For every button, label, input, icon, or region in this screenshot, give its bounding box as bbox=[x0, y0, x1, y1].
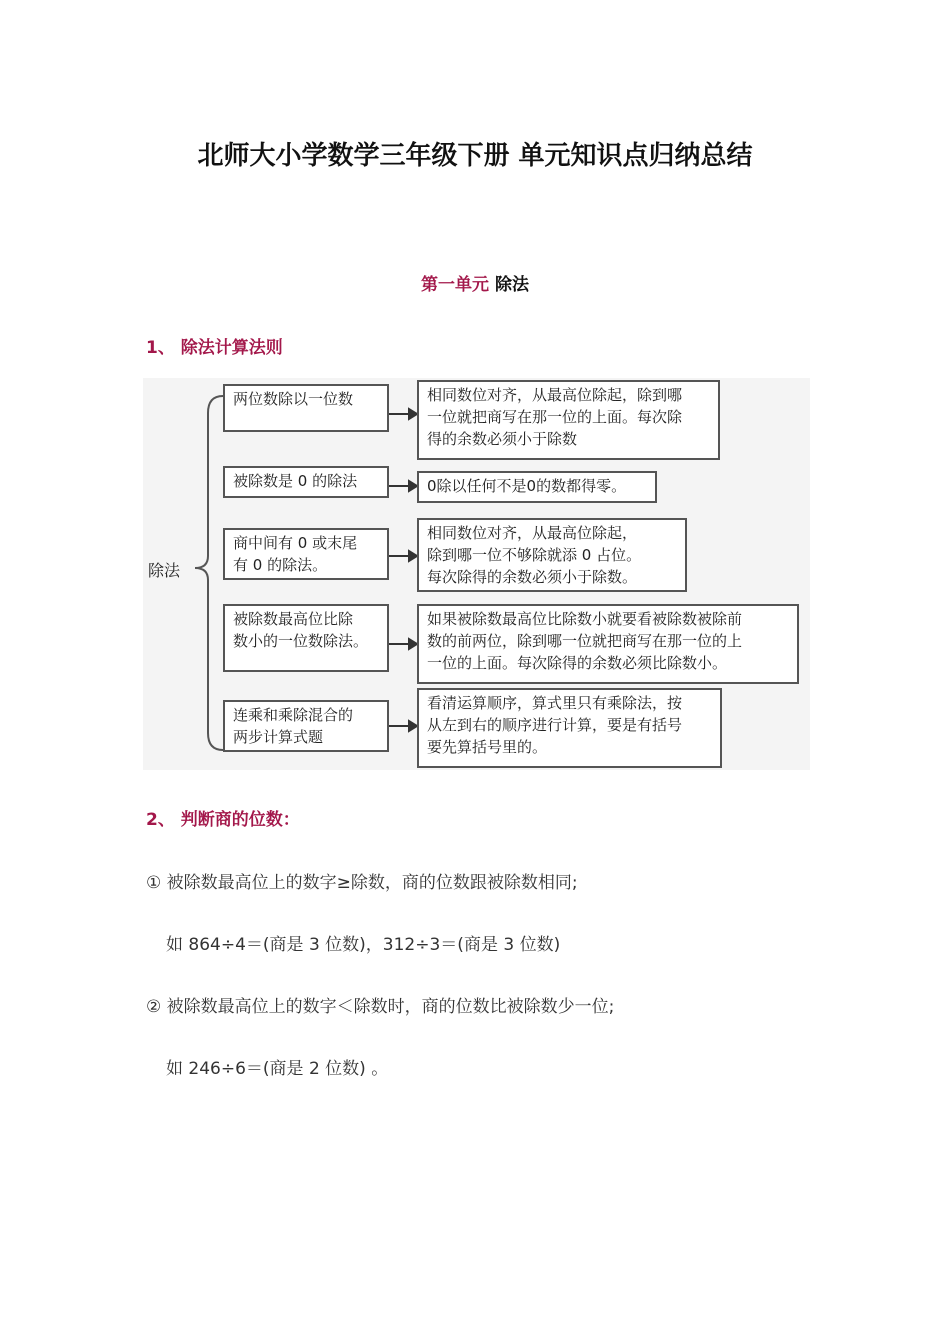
diagram-left-box-1: 两位数除以一位数 bbox=[223, 384, 389, 432]
diagram-left-box-2: 被除数是 0 的除法 bbox=[223, 466, 389, 498]
diagram-right-box-1: 相同数位对齐，从最高位除起，除到哪 一位就把商写在那一位的上面。每次除 得的余数必须小于除数 bbox=[417, 380, 720, 460]
diagram-root-label: 除法 bbox=[148, 561, 181, 580]
unit-heading bbox=[0, 270, 950, 295]
diagram-left-box-5: 连乘和乘除混合的 两步计算式题 bbox=[223, 700, 389, 752]
diagram-right-box-2: 0除以任何不是0的数都得零。 bbox=[417, 471, 657, 503]
section-2-title: 2、 判断商的位数： bbox=[146, 810, 300, 830]
rule-1: ① 被除数最高位上的数字≥除数，商的位数跟被除数相同; bbox=[146, 873, 578, 893]
brace-connector bbox=[195, 396, 223, 750]
division-rules-diagram bbox=[143, 378, 810, 770]
unit-number: 第一单元 bbox=[421, 275, 490, 295]
rule-1-example: 如 864÷4＝(商是 3 位数)，312÷3＝(商是 3 位数) bbox=[166, 935, 561, 955]
unit-name: 除法 bbox=[494, 275, 529, 295]
diagram-left-box-4: 被除数最高位比除 数小的一位数除法。 bbox=[223, 604, 389, 672]
diagram-right-box-5: 看清运算顺序，算式里只有乘除法，按 从左到右的顺序进行计算，要是有括号 要先算括号里的。 bbox=[417, 688, 722, 768]
diagram-left-box-3: 商中间有 0 或末尾 有 0 的除法。 bbox=[223, 528, 389, 580]
rule-2-example: 如 246÷6＝(商是 2 位数) 。 bbox=[166, 1059, 389, 1079]
rule-2: ② 被除数最高位上的数字＜除数时，商的位数比被除数少一位; bbox=[146, 997, 615, 1017]
diagram-right-box-3: 相同数位对齐，从最高位除起， 除到哪一位不够除就添 0 占位。 每次除得的余数必须小于除数。 bbox=[417, 518, 687, 592]
section-1-title: 1、 除法计算法则 bbox=[146, 338, 283, 358]
diagram-right-box-4: 如果被除数最高位比除数小就要看被除数被除前 数的前两位，除到哪一位就把商写在那一位的上 一位的上面。每次除得的余数必须比除数小。 bbox=[417, 604, 799, 684]
document-title: 北师大小学数学三年级下册 单元知识点归纳总结 bbox=[197, 141, 753, 171]
